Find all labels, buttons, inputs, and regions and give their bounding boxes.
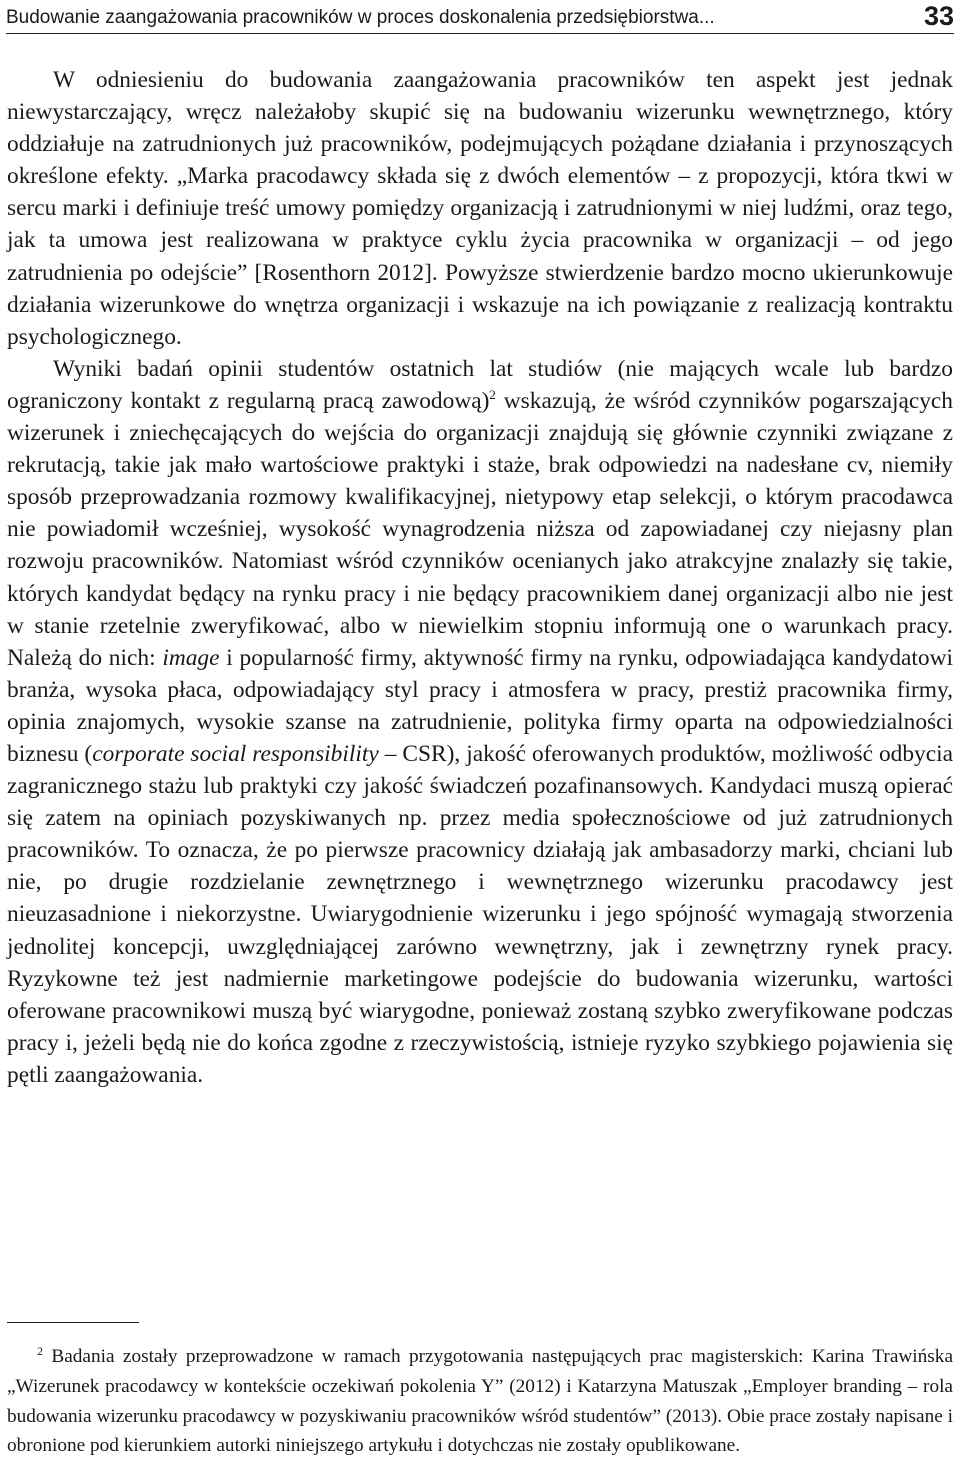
body-text <box>7 64 953 1091</box>
footnote-reference[interactable]: 2 <box>489 386 496 402</box>
footnote-separator <box>7 1322 139 1323</box>
page-number: 33 <box>923 1 954 31</box>
paragraph-2-text-b: wskazują, że wśród czynników pogarszających wizerunek i zniechęcających do wejścia do organizacji znajdują się głównie czynniki związane z rekrutacją, takie jak mało wartościowe praktyki i staże, brak odpowiedzi na nadesłane cv, niemiły sposób przeprowadzania rozmowy kwalifikacyjnej, nietypowy etap selekcji, o którym pracodawca nie powiadomił wcześniej, wysokość wynagrodzenia niższa od zapowiadanej czy niejasny plan rozwoju pracowników. Natomiast wśród czynników ocenianych jako atrakcyjne znalazły się takie, których kandydat będący na rynku pracy i nie będący pracownikiem danej organizacji albo nie jest w stanie rzetelnie zweryfikować, albo w niewielkim stopniu informują one o warunkach pracy. Należą do nich: <box>7 387 953 671</box>
italic-term-csr: corporate social responsibility <box>92 740 379 767</box>
running-title: Budowanie zaangażowania pracowników w proces doskonalenia przedsiębiorstwa... <box>6 7 715 28</box>
paragraph-2-text-c: i popularność firmy, aktywność firmy na rynku, odpowiadająca kandydatowi branża, wysoka płaca, odpowiadający styl pracy i atmosfera w pracy, prestiż pracownika firmy, opinia znajomych, wysokie szanse na zatrudnienie, polityka firmy oparta na odpowiedzialności biznesu ( <box>7 644 953 767</box>
footnote-marker: 2 <box>37 1344 43 1358</box>
running-header <box>6 0 954 34</box>
italic-term-image: image <box>162 644 220 671</box>
paragraph-2-text-a: Wyniki badań opinii studentów ostatnich lat studiów (nie mających wcale lub bardzo ograniczony kontakt z regularną pracą zawodową) <box>7 355 953 414</box>
footnote-text: Badania zostały przeprowadzone w ramach przygotowania następujących prac magisterskich: Karina Trawińska „Wizerunek pracodawcy w kontekście oczekiwań pokolenia Y” (2012) i Katarzyna Matuszak „Employer branding – rola budowania wizerunku pracodawcy w pozyskiwaniu pracowników wśród studentów” (2013). Obie prace zostały napisane i obronione pod kierunkiem autorki niniejszego artykułu i dotychczas nie zostały opublikowane. <box>7 1346 953 1457</box>
paragraph-1-text: W odniesieniu do budowania zaangażowania pracowników ten aspekt jest jednak niewystarczający, wręcz należałoby skupić się na budowaniu wizerunku wewnętrznego, który oddziałuje na zatrudnionych już pracowników, podejmujących pożądane działania i przynoszących określone efekty. „Marka pracodawcy składa się z dwóch elementów – z propozycji, która tkwi w sercu marki i definiuje treść umowy pomiędzy organizacją i zatrudnionymi w niej ludźmi, oraz tego, jak ta umowa jest realizowana w praktyce cyklu życia pracownika w organizacji – od jego zatrudnienia po odejście” [Rosenthorn 2012]. Powyższe stwierdzenie bardzo mocno ukierunkowuje działania wizerunkowe do wnętrza organizacji i wskazuje na ich powiązanie z realizacją kontraktu psychologicznego. <box>7 67 953 350</box>
paragraph-1 <box>7 64 953 353</box>
paragraph-2 <box>7 353 953 1091</box>
paragraph-2-text-d: – CSR), jakość oferowanych produktów, możliwość odbycia zagranicznego stażu lub praktyki czy jakość świadczeń pozafinansowych. Kandydaci muszą opierać się zatem na opiniach pozyskiwanych np. przez media społecznościowe od już zatrudnionych pracowników. To oznacza, że po pierwsze pracownicy działają jak ambasadorzy marki, chciani lub nie, po drugie rozdzielanie zewnętrznego i wewnętrznego wizerunku pracodawcy jest nieuzasadnione i niekorzystne. Uwiarygodnienie wizerunku i jego spójność wymagają stworzenia jednolitej koncepcji, uwzględniającej zarówno wewnętrzny, jak i zewnętrzny rynek pracy. Ryzykowne też jest nadmiernie marketingowe podejście do budowania wizerunku, wartości oferowane pracownikowi muszą być wiarygodne, ponieważ zostaną szybko zweryfikowane podczas pracy i, jeżeli będą nie do końca zgodne z rzeczywistością, istnieje ryzyko szybkiego pojawienia się pętli zaangażowania. <box>7 740 954 1088</box>
footnote <box>7 1342 953 1461</box>
